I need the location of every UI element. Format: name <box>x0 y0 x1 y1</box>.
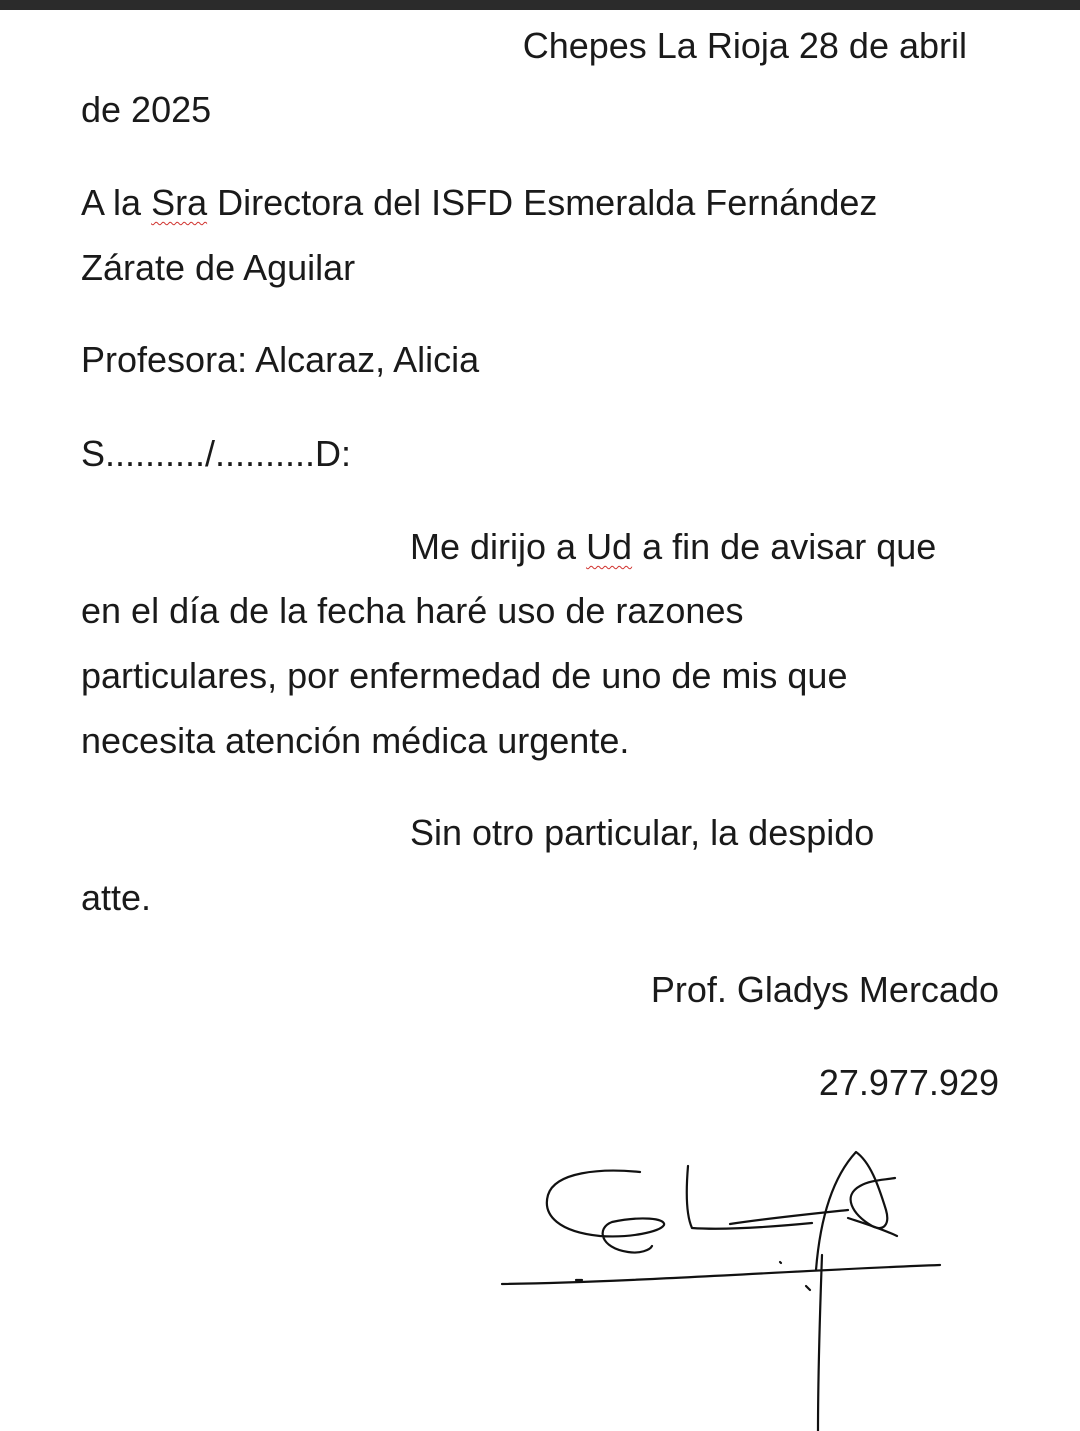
salutation: S........../..........D: <box>81 433 352 474</box>
closing-line-1: Sin otro particular, la despido <box>410 812 875 853</box>
recipient-title-abbrev: Sra <box>151 182 208 223</box>
body-line-2: en el día de la fecha haré uso de razones <box>81 590 744 631</box>
date-line-2: de 2025 <box>81 89 212 130</box>
body-line-1-prefix: Me dirijo a <box>410 526 587 567</box>
recipient-rest: Directora del ISFD Esmeralda Fernández <box>207 182 878 223</box>
signer-name: Prof. Gladys Mercado <box>650 969 999 1010</box>
recipient-line-1 <box>81 181 877 225</box>
body-line-4: necesita atención médica urgente. <box>81 720 630 761</box>
handwritten-signature <box>490 1140 960 1431</box>
body-line-1 <box>410 525 936 569</box>
closing-line-2: atte. <box>81 877 152 918</box>
body-line-1-abbrev: Ud <box>586 526 633 567</box>
top-bar <box>0 0 1080 10</box>
body-line-1-suffix: a fin de avisar que <box>632 526 937 567</box>
body-line-3: particulares, por enfermedad de uno de mis que <box>81 655 848 696</box>
recipient-prefix: A la <box>81 182 152 223</box>
signer-id: 27.977.929 <box>818 1062 999 1103</box>
date-line-1: Chepes La Rioja 28 de abril <box>522 25 967 66</box>
recipient-line-2: Zárate de Aguilar <box>81 247 356 288</box>
teacher-line: Profesora: Alcaraz, Alicia <box>81 339 480 380</box>
